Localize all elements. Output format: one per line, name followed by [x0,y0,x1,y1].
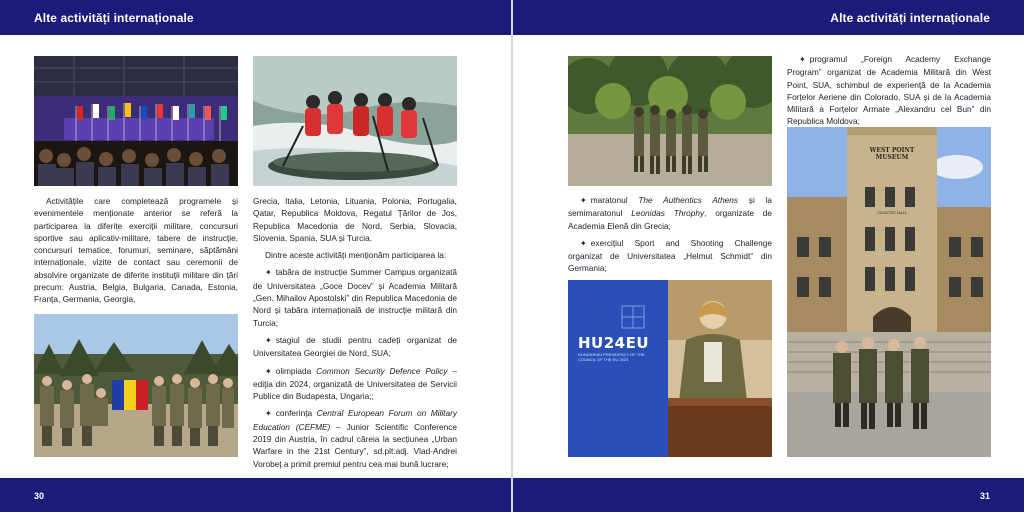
bullet-west-point-exchange: ✦ programul „Foreign Academy Exchange Program” organizat de Academia Militară din West Point, SUA, schimbul de experiență de la Academia Forțelor Aeriene din Colorado, SUA și de la Academia Militară a Forțelor Armate „Alexandru cel Bun” din Republica Moldova; [787,53,991,128]
left-column-text [253,195,457,475]
poster-title: HU24EU [578,334,650,352]
page-header-title: Alte activități internaționale [830,11,990,25]
footer-bar [513,478,1024,512]
bullet-shooting-challenge: ✦ exercițiul Sport and Shooting Challenge organizat de Universitatea „Helmut Schmidt” din Germania; [568,237,772,275]
hall-sign: OLMSTED HALL [876,211,908,215]
intro-paragraph [34,195,238,311]
bullet-1-pre: maratonul [590,195,628,205]
countries-text: Grecia, Italia, Letonia, Lituania, Polonia, Portugalia, Qatar, Republica Moldova, Regatul Țărilor de Jos, Republica Macedonia de Nord, Serbia, Slovacia, Slovenia, Spania, SUA și Turcia. [253,196,457,243]
bullet-georgia-studies: ✦ stagiul de studii pentru cadeți organizat de Universitatea Georgiei de Nord, SUA; [253,334,457,360]
photo-west-point-museum [787,127,991,457]
museum-sign-line-2: MUSEUM [875,154,909,161]
right-page [513,0,1024,512]
bullet-csdp-olympiad [253,365,457,403]
bullet-1-mid: și la semimaratonul [568,195,772,219]
bullet-1-italic-a: The Authentics Athens [638,195,739,205]
page-number: 30 [34,491,45,501]
bullet-4-italic: Central European Forum on Military Education (CEFME) [253,408,457,432]
museum-sign-line-1: WEST POINT [869,147,915,154]
poster-subtitle: HUNGARIAN PRESIDENCY OF THE COUNCIL OF THE EU 2024 [578,352,645,362]
bullet-cefme-conference [253,407,457,469]
mention-text: Dintre aceste activități menționăm participarea la: [265,250,447,261]
photo-rafting [253,56,457,186]
page-header-title: Alte activități internaționale [34,11,194,25]
bullet-1-post: , organizate de Academia Elenă din Grecia; [568,208,773,231]
right-column-text [787,53,991,133]
bullet-1-italic-b: Leonidas Throphy [631,208,705,219]
photo-ceremony-flags [34,56,238,186]
bullet-3-italic: Common Security Defence Policy [316,365,448,376]
bullet-3-pre: olimpiada [275,365,312,376]
photo-soldiers-romanian-flag [34,314,238,457]
bullet-3-post: – ediția din 2024, organizată de Universitatea de Servicii Publice din Budapesta, Ungaria;; [253,365,457,402]
bullet-summer-campus: ✦ tabăra de instrucție Summer Campus organizată de Universitatea „Goce Docev” și Academia Militară „Gen. Mihailov Apostolski” din Republica Macedonia de Nord și tabăra internațională de instrucție militară din Turcia; [253,266,457,328]
footer-bar [0,478,511,512]
intro-text: Activitățile care completează programele și evenimentele menționate anterior se referă la participarea la diferite exerciții militare, concursuri sportive sau aplicativ-militare, tabere de instrucție, concursuri tematice, forumuri, seminare, săptămâni internaționale, vizite de contact sau ceremonii de absolvire organizate de diferite instituții militare din țări precum: Austria, Belgia, Bulgaria, Canada, Estonia, Franța, Germania, Georgia, [34,196,238,305]
left-page [0,0,511,512]
museum-sign [859,147,925,161]
bullet-4-post: – Junior Scientific Conference 2019 din Austria, în cadrul căreia la secțiunea „Urban Warfare in the 21st Century”, sd.plt.adj. Vlad-Andrei Vorobeț a primit premiul pentru cea mai bună lucrare; [253,421,457,469]
photo-forest-training [568,56,772,186]
page-number: 31 [979,491,990,501]
bullet-4-pre: conferința [275,408,313,419]
bullet-marathon [568,194,772,232]
photo-hu24eu-podium [568,280,772,457]
